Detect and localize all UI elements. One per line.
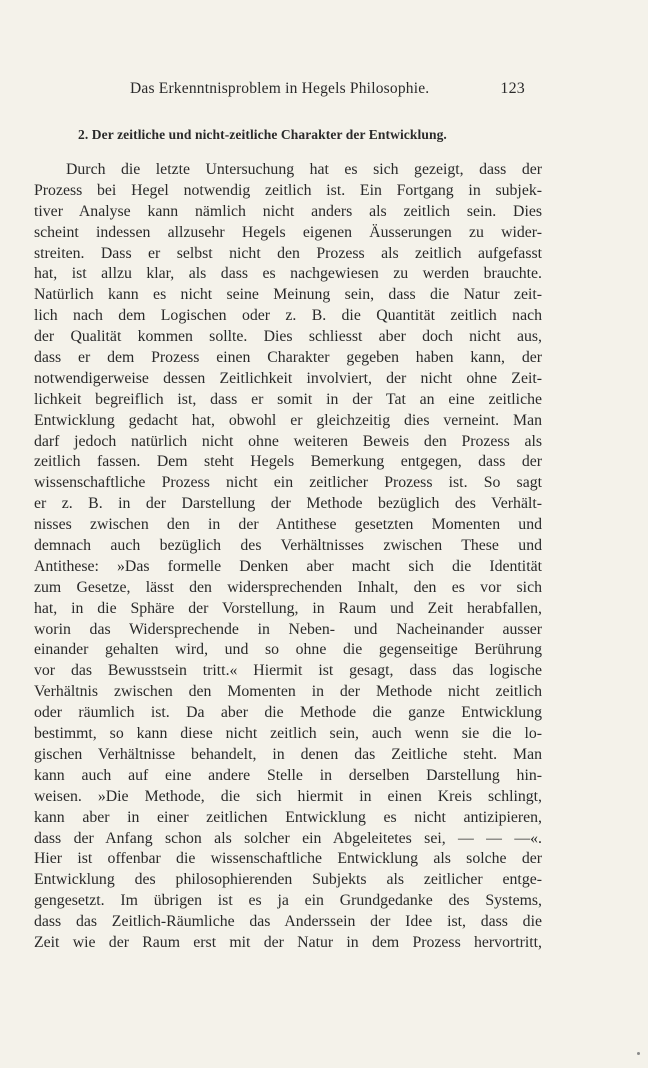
text-line: vor das Bewusstsein tritt.« Hiermit ist gesagt, dass das logische xyxy=(34,662,542,680)
text-line: darf jedoch natürlich nicht ohne weiteren Beweis den Prozess als xyxy=(34,432,542,450)
text-line: tiver Analyse kann nämlich nicht anders als zeitlich sein. Dies xyxy=(34,202,542,220)
paper-speck xyxy=(637,1052,640,1055)
section-heading: 2. Der zeitliche und nicht-zeitliche Charakter der Entwicklung. xyxy=(78,127,447,142)
text-line: zeitlich fassen. Dem steht Hegels Bemerkung entgegen, dass der xyxy=(34,453,542,471)
text-line: dass der Anfang schon als solcher ein Abgeleitetes sei, — — —«. xyxy=(34,829,542,847)
text-line: lich nach dem Logischen oder z. B. die Quantität zeitlich nach xyxy=(34,307,542,325)
text-line: Entwicklung des philosophierenden Subjekts als zeitlicher entge- xyxy=(34,871,542,889)
text-line: kann auch auf eine andere Stelle in derselben Darstellung hin- xyxy=(34,766,542,784)
text-line: Verhältnis zwischen den Momenten in der Methode nicht zeitlich xyxy=(34,683,542,701)
text-line: der Qualität kommen sollte. Dies schliesst aber doch nicht aus, xyxy=(34,328,542,346)
text-line: oder räumlich ist. Da aber die Methode die ganze Entwicklung xyxy=(34,704,542,722)
text-line: streiten. Dass er selbst nicht den Prozess als zeitlich aufgefasst xyxy=(34,244,542,262)
text-line: Prozess bei Hegel notwendig zeitlich ist. Ein Fortgang in subjek- xyxy=(34,181,542,199)
text-line: Zeit wie der Raum erst mit der Natur in dem Prozess hervortritt, xyxy=(34,933,542,951)
running-title: Das Erkenntnisproblem in Hegels Philosophie. xyxy=(130,80,430,97)
text-line: demnach auch bezüglich des Verhältnisses zwischen These und xyxy=(34,537,542,555)
text-line: er z. B. in der Darstellung der Methode bezüglich des Verhält- xyxy=(34,495,542,513)
page-number: 123 xyxy=(500,80,525,97)
text-line: dass das Zeitlich-Räumliche das Anderssein der Idee ist, dass die xyxy=(34,913,542,931)
text-line: Entwicklung gedacht hat, obwohl er gleichzeitig dies verneint. Man xyxy=(34,411,542,429)
text-line: notwendigerweise dessen Zeitlichkeit involviert, der nicht ohne Zeit- xyxy=(34,369,542,387)
text-line: hat, ist allzu klar, als dass es nachgewiesen zu werden brauchte. xyxy=(34,265,542,283)
running-head xyxy=(130,80,525,102)
body-text xyxy=(34,160,542,954)
text-line: zum Gesetze, lässt den widersprechenden Inhalt, den es vor sich xyxy=(34,578,542,596)
text-line: lichkeit begreiflich ist, dass er somit in der Tat an eine zeitliche xyxy=(34,390,542,408)
text-line: scheint indessen allzusehr Hegels eigenen Äusserungen zu wider- xyxy=(34,223,542,241)
text-line: bestimmt, so kann diese nicht zeitlich sein, auch wenn sie die lo- xyxy=(34,725,542,743)
text-line: dass er dem Prozess einen Charakter gegeben haben kann, der xyxy=(34,349,542,367)
text-line: kann aber in einer zeitlichen Entwicklung es nicht antizipieren, xyxy=(34,808,542,826)
text-line: weisen. »Die Methode, die sich hiermit in einen Kreis schlingt, xyxy=(34,787,542,805)
text-line: Antithese: »Das formelle Denken aber macht sich die Identität xyxy=(34,557,542,575)
text-line: worin das Widersprechende in Neben- und Nacheinander ausser xyxy=(34,620,542,638)
text-line: nisses zwischen den in der Antithese gesetzten Momenten und xyxy=(34,516,542,534)
text-line: Hier ist offenbar die wissenschaftliche Entwicklung als solche der xyxy=(34,850,542,868)
text-line: einander gehalten wird, und so ohne die gegenseitige Berührung xyxy=(34,641,542,659)
text-line: Durch die letzte Untersuchung hat es sich gezeigt, dass der xyxy=(66,161,542,178)
text-line: gischen Verhältnisse behandelt, in denen das Zeitliche steht. Man xyxy=(34,745,542,763)
text-line: hat, in die Sphäre der Vorstellung, in Raum und Zeit herabfallen, xyxy=(34,599,542,617)
text-line: wissenschaftliche Prozess nicht ein zeitlicher Prozess ist. So sagt xyxy=(34,474,542,492)
text-line: Natürlich kann es nicht seine Meinung sein, dass die Natur zeit- xyxy=(34,286,542,304)
text-line: gengesetzt. Im übrigen ist es ja ein Grundgedanke des Systems, xyxy=(34,892,542,910)
